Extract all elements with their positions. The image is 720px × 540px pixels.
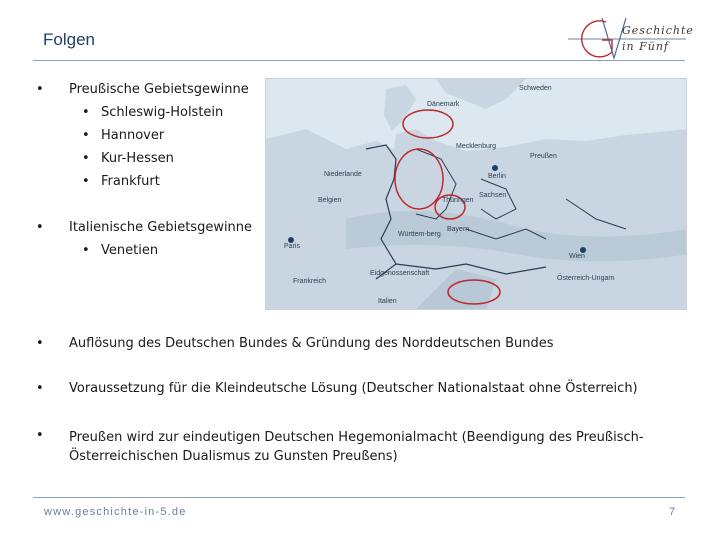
bullet-dot: • [36, 428, 44, 443]
sub-bullet-text: Kur-Hessen [101, 151, 174, 166]
sub-bullet-text: Venetien [101, 243, 159, 258]
bullet-dot: • [36, 336, 44, 351]
bullet-text: Preußen wird zur eindeutigen Deutschen Hegemonialmacht (Beendigung des Preußisch-Österreichischen Dualismus zu Gunsten Preußens) [69, 430, 644, 464]
map-label-eidgenossenschaft: Eidgenossenschaft [370, 270, 430, 277]
map-label-berlin: Berlin [488, 173, 506, 180]
map-label-thueringen: Thüringen [442, 197, 474, 204]
bullet-text: Preußische Gebietsgewinne [69, 82, 249, 97]
bullet-dot: • [36, 82, 44, 97]
map-label-belgien: Belgien [318, 197, 342, 204]
map-label-oesterreich-ungarn: Österreich-Ungarn [557, 275, 615, 282]
map-label-italien: Italien [378, 298, 397, 305]
map-label-frankreich: Frankreich [293, 278, 327, 285]
bullet-dot: • [82, 151, 90, 166]
bullet-text: Auflösung des Deutschen Bundes & Gründung des Norddeutschen Bundes [69, 336, 554, 351]
sub-bullet-text: Frankfurt [101, 174, 160, 189]
map-graphic [266, 79, 687, 310]
slide-title: Folgen [43, 30, 95, 49]
map-label-mecklenburg: Mecklenburg [456, 143, 497, 150]
map-label-sachsen: Sachsen [479, 192, 507, 199]
bullet-dot: • [36, 220, 44, 235]
logo-gv-icon [566, 14, 688, 64]
sub-bullet-text: Hannover [101, 128, 165, 143]
map-label-preussen: Preußen [530, 153, 557, 160]
logo-line-1: Geschichte [622, 24, 694, 37]
footer-divider [33, 497, 685, 498]
sub-bullet-text: Schleswig-Holstein [101, 105, 224, 120]
bullet-dot: • [82, 105, 90, 120]
map-central-europe-1866 [265, 78, 687, 310]
footer-website-link[interactable]: www.geschichte-in-5.de [44, 506, 187, 518]
logo [566, 14, 694, 64]
map-label-wien: Wien [569, 253, 585, 260]
map-label-wuerttemberg: Württem-berg [398, 231, 441, 238]
bullet-dot: • [82, 174, 90, 189]
map-label-niederlande: Niederlande [324, 171, 362, 178]
map-label-daenemark: Dänemark [427, 101, 460, 108]
bullet-dot: • [82, 243, 90, 258]
bullet-text: Voraussetzung für die Kleindeutsche Lösung (Deutscher Nationalstaat ohne Österreich) [69, 381, 638, 396]
bullet-text: Italienische Gebietsgewinne [69, 220, 253, 235]
bullet-dot: • [36, 381, 44, 396]
map-label-schweden: Schweden [519, 85, 552, 92]
map-label-paris: Paris [284, 243, 300, 250]
logo-line-2: in Fünf [622, 40, 669, 53]
bullet-dot: • [82, 128, 90, 143]
map-label-bayern: Bayern [447, 226, 470, 233]
page-number: 7 [669, 506, 676, 518]
